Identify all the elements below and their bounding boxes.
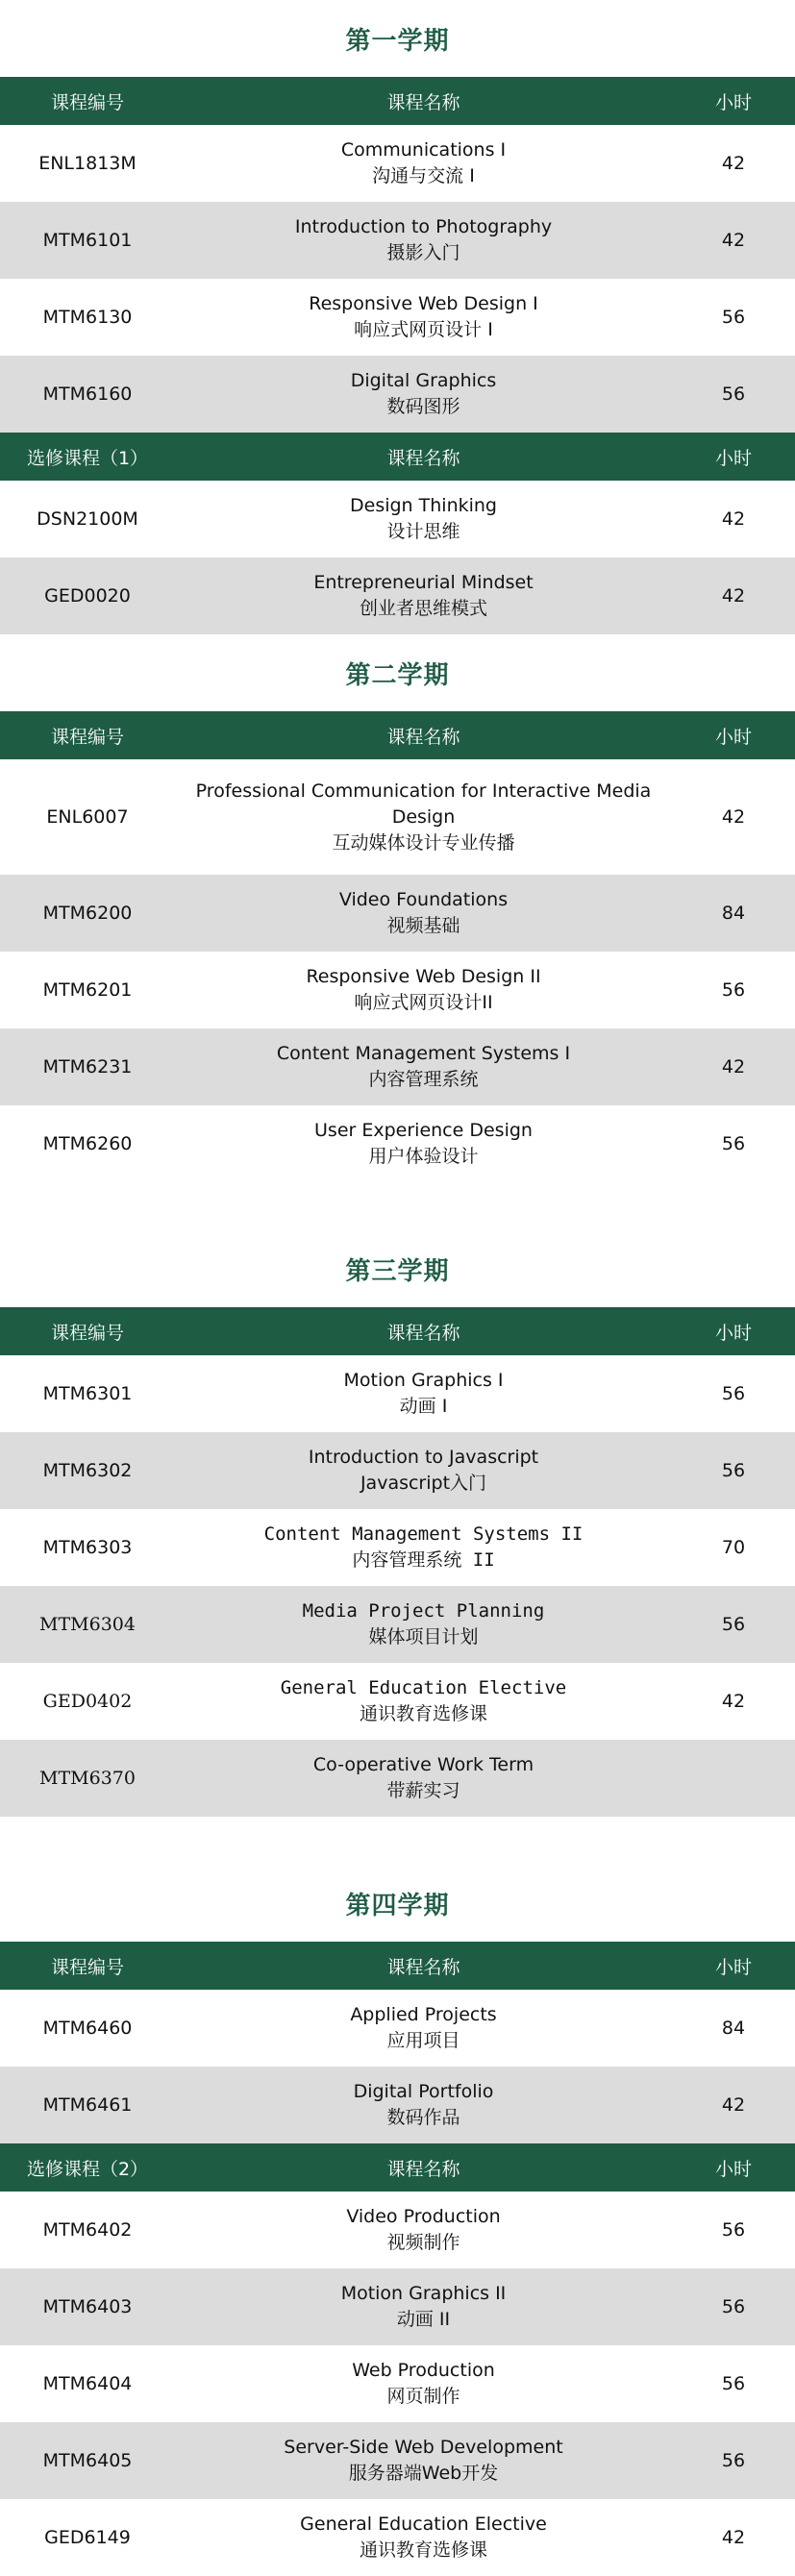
course-hours: 56 — [672, 2192, 795, 2268]
course-hours: 70 — [672, 1509, 795, 1586]
table-row — [0, 2192, 795, 2268]
header-code: 课程编号 — [0, 711, 175, 759]
course-name — [175, 759, 672, 875]
course-name — [175, 1105, 672, 1182]
header-name: 课程名称 — [175, 77, 672, 125]
table-row — [0, 2067, 795, 2143]
course-name-en: User Experience Design — [314, 1120, 533, 1141]
header-hours: 小时 — [672, 2143, 795, 2192]
header-hours: 小时 — [672, 1307, 795, 1355]
course-name-cn: 创业者思维模式 — [359, 598, 487, 619]
course-name — [175, 202, 672, 279]
course-name-cn: 沟通与交流 I — [372, 165, 475, 186]
course-name-cn: Javascript入门 — [360, 1473, 487, 1494]
table-row — [0, 1509, 795, 1586]
course-code: MTM6403 — [0, 2268, 175, 2345]
course-code: MTM6130 — [0, 279, 175, 356]
table-row — [0, 952, 795, 1028]
table-row — [0, 1105, 795, 1182]
course-hours: 42 — [672, 481, 795, 557]
course-name — [175, 952, 672, 1028]
course-name-en: Entrepreneurial Mindset — [313, 572, 534, 593]
course-hours: 56 — [672, 1432, 795, 1509]
course-name-cn: 动画 II — [396, 2309, 451, 2330]
table-row — [0, 1990, 795, 2067]
course-name-cn: 设计思维 — [386, 521, 460, 542]
course-name — [175, 1432, 672, 1509]
course-hours: 42 — [672, 125, 795, 202]
course-hours: 42 — [672, 2067, 795, 2143]
course-code: MTM6201 — [0, 952, 175, 1028]
course-hours: 56 — [672, 1586, 795, 1663]
course-code: GED6149 — [0, 2499, 175, 2576]
course-name-cn: 网页制作 — [386, 2386, 460, 2407]
course-name-en: Content Management Systems I — [276, 1043, 571, 1064]
course-hours: 56 — [672, 356, 795, 433]
course-hours: 56 — [672, 2345, 795, 2422]
table-row — [0, 1355, 795, 1432]
course-name-en: Server-Side Web Development — [284, 2437, 563, 2458]
semester-title-4: 第四学期 — [345, 1891, 450, 1920]
course-name-en: Design Thinking — [350, 495, 497, 516]
header-name: 课程名称 — [175, 1942, 672, 1990]
table-row — [0, 1586, 795, 1663]
table-row — [0, 1740, 795, 1817]
course-code: GED0020 — [0, 557, 175, 634]
course-name — [175, 2499, 672, 2576]
course-name-cn: 互动媒体设计专业传播 — [332, 831, 515, 854]
course-hours: 42 — [672, 1028, 795, 1105]
course-name — [175, 2268, 672, 2345]
course-code: MTM6405 — [0, 2422, 175, 2499]
course-hours: 42 — [672, 759, 795, 875]
course-name — [175, 1355, 672, 1432]
course-name-en: Applied Projects — [350, 2004, 497, 2025]
course-name — [175, 2192, 672, 2268]
table-row — [0, 202, 795, 279]
header-hours: 小时 — [672, 433, 795, 481]
course-name-cn: 数码作品 — [386, 2107, 460, 2128]
course-name-cn: 视频制作 — [386, 2232, 460, 2253]
course-code: MTM6404 — [0, 2345, 175, 2422]
table-row — [0, 279, 795, 356]
course-hours: 84 — [672, 875, 795, 952]
course-hours: 56 — [672, 1355, 795, 1432]
semester-title-1: 第一学期 — [345, 26, 450, 56]
course-name-cn: 数码图形 — [386, 396, 460, 417]
elective-header — [0, 433, 795, 481]
course-name — [175, 557, 672, 634]
course-name — [175, 1509, 672, 1586]
course-code: MTM6301 — [0, 1355, 175, 1432]
course-hours — [672, 1740, 795, 1817]
header-name: 课程名称 — [175, 711, 672, 759]
course-name-en: Video Foundations — [338, 889, 509, 910]
course-name-cn: 视频基础 — [386, 915, 460, 936]
header-code: 课程编号 — [0, 77, 175, 125]
course-name — [175, 481, 672, 557]
course-name-cn: 内容管理系统 — [368, 1069, 479, 1090]
table-header — [0, 1307, 795, 1355]
course-code: MTM6303 — [0, 1509, 175, 1586]
header-code: 课程编号 — [0, 1307, 175, 1355]
course-name — [175, 1586, 672, 1663]
course-name-cn: 通识教育选修课 — [359, 1703, 487, 1724]
table-header — [0, 1942, 795, 1990]
course-name-en: General Education Elective — [300, 2514, 547, 2535]
table-row — [0, 2345, 795, 2422]
semester-table-4 — [0, 1942, 795, 2576]
course-name-cn: 带薪实习 — [386, 1780, 460, 1801]
course-name — [175, 356, 672, 433]
semester-title-2: 第二学期 — [345, 660, 450, 690]
table-row — [0, 2499, 795, 2576]
course-code: MTM6370 — [0, 1740, 175, 1817]
course-hours: 42 — [672, 1663, 795, 1740]
table-row — [0, 1028, 795, 1105]
table-header — [0, 77, 795, 125]
course-name-en: Media Project Planning — [302, 1600, 545, 1622]
header-name: 课程名称 — [175, 433, 672, 481]
table-header — [0, 711, 795, 759]
course-name — [175, 279, 672, 356]
course-name-en: Digital Portfolio — [353, 2081, 494, 2102]
course-name-cn: 摄影入门 — [386, 242, 460, 263]
course-name-cn: 响应式网页设计II — [354, 992, 493, 1013]
semester-title-3: 第三学期 — [345, 1256, 450, 1286]
header-hours: 小时 — [672, 711, 795, 759]
course-code: MTM6302 — [0, 1432, 175, 1509]
course-name-en: Responsive Web Design I — [309, 293, 538, 314]
course-name-cn: 应用项目 — [386, 2030, 460, 2051]
course-name-en: Professional Communication for Interactive Media Design — [195, 780, 652, 828]
course-name-en: Motion Graphics I — [343, 1370, 504, 1391]
course-name-cn: 响应式网页设计 I — [354, 319, 493, 340]
course-code: GED0402 — [0, 1663, 175, 1740]
course-code: MTM6160 — [0, 356, 175, 433]
table-row — [0, 1663, 795, 1740]
course-name-cn: 用户体验设计 — [368, 1146, 479, 1167]
course-name-en: Responsive Web Design II — [306, 966, 541, 987]
course-code: MTM6260 — [0, 1105, 175, 1182]
semester-table-2 — [0, 711, 795, 1182]
course-name-en: Introduction to Photography — [294, 216, 553, 237]
course-name-en: General Education Elective — [280, 1677, 567, 1698]
course-name — [175, 2422, 672, 2499]
course-name — [175, 1028, 672, 1105]
course-code: ENL6007 — [0, 759, 175, 875]
course-name — [175, 1740, 672, 1817]
course-code: MTM6460 — [0, 1990, 175, 2067]
course-code: MTM6200 — [0, 875, 175, 952]
header-name: 课程名称 — [175, 1307, 672, 1355]
course-code: MTM6231 — [0, 1028, 175, 1105]
course-name — [175, 875, 672, 952]
course-name-cn: 动画 I — [399, 1396, 448, 1417]
semester-table-1 — [0, 77, 795, 634]
course-code: MTM6101 — [0, 202, 175, 279]
course-hours: 56 — [672, 1105, 795, 1182]
table-row — [0, 356, 795, 433]
course-code: MTM6461 — [0, 2067, 175, 2143]
header-name: 课程名称 — [175, 2143, 672, 2192]
table-row — [0, 875, 795, 952]
course-code: MTM6402 — [0, 2192, 175, 2268]
course-name — [175, 2345, 672, 2422]
course-code: MTM6304 — [0, 1586, 175, 1663]
course-name-cn: 内容管理系统 II — [352, 1549, 495, 1571]
table-row — [0, 759, 795, 875]
course-name — [175, 1990, 672, 2067]
course-name-cn: 媒体项目计划 — [368, 1626, 479, 1647]
course-hours: 56 — [672, 2422, 795, 2499]
course-hours: 42 — [672, 2499, 795, 2576]
course-name — [175, 2067, 672, 2143]
header-hours: 小时 — [672, 1942, 795, 1990]
course-name-cn: 通识教育选修课 — [359, 2539, 487, 2561]
header-elective: 选修课程（2） — [0, 2143, 175, 2192]
course-hours: 84 — [672, 1990, 795, 2067]
course-hours: 56 — [672, 2268, 795, 2345]
course-name-cn: 服务器端Web开发 — [348, 2463, 499, 2484]
table-row — [0, 1432, 795, 1509]
course-name-en: Video Production — [346, 2206, 501, 2227]
table-row — [0, 557, 795, 634]
header-code: 课程编号 — [0, 1942, 175, 1990]
course-name-en: Motion Graphics II — [340, 2283, 507, 2304]
course-hours: 56 — [672, 279, 795, 356]
course-name-en: Introduction to Javascript — [308, 1447, 539, 1468]
header-hours: 小时 — [672, 77, 795, 125]
course-name — [175, 1663, 672, 1740]
course-code: DSN2100M — [0, 481, 175, 557]
course-name-en: Co-operative Work Term — [312, 1754, 534, 1775]
elective-header — [0, 2143, 795, 2192]
table-row — [0, 2268, 795, 2345]
course-hours: 42 — [672, 557, 795, 634]
table-row — [0, 125, 795, 202]
semester-table-3 — [0, 1307, 795, 1817]
course-name — [175, 125, 672, 202]
table-row — [0, 481, 795, 557]
course-name-en: Content Management Systems II — [263, 1523, 584, 1545]
course-name-en: Web Production — [352, 2360, 495, 2381]
course-name-en: Communications I — [340, 139, 507, 161]
table-row — [0, 2422, 795, 2499]
header-elective: 选修课程（1） — [0, 433, 175, 481]
course-hours: 56 — [672, 952, 795, 1028]
course-name-en: Digital Graphics — [350, 370, 497, 391]
course-hours: 42 — [672, 202, 795, 279]
course-code: ENL1813M — [0, 125, 175, 202]
